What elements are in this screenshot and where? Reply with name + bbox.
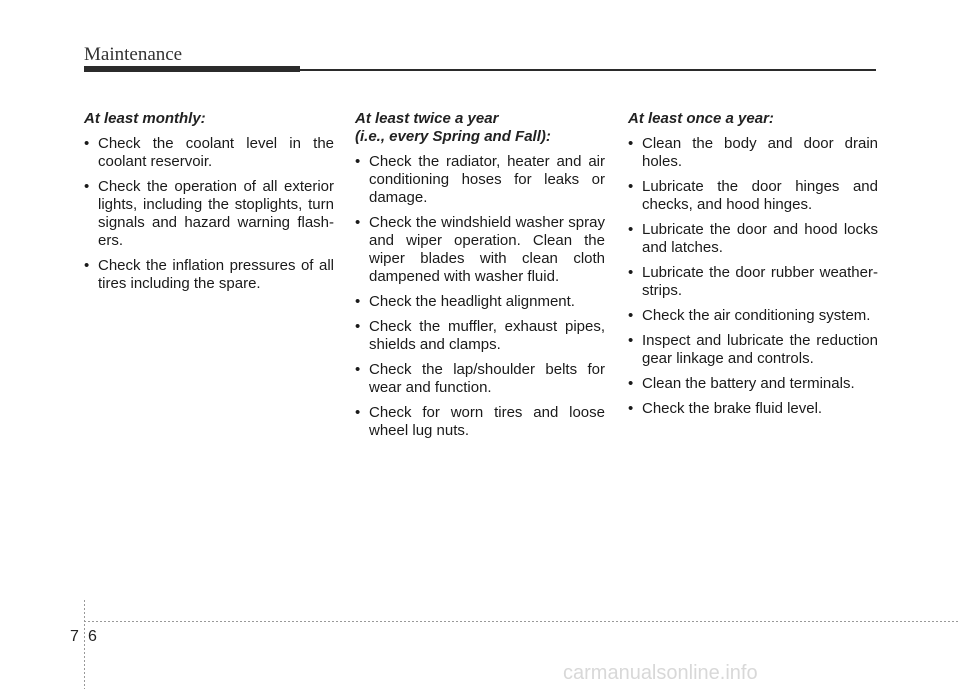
- bullet-icon: •: [628, 264, 634, 281]
- section-heading-twice-yearly: At least twice a year (i.e., every Spring and Fall):: [355, 110, 551, 145]
- bullet-icon: •: [355, 404, 361, 421]
- footer-dotted-divider: [84, 600, 85, 689]
- footer-dotted-rule: [84, 621, 960, 622]
- list-item: • Check the headlight alignment.: [355, 293, 575, 310]
- list-item: • Lubricate the door and hood locks and latches.: [628, 221, 878, 256]
- section-heading-yearly: At least once a year:: [628, 110, 774, 127]
- list-item: • Clean the battery and terminals.: [628, 375, 855, 392]
- list-item: • Check for worn tires and loose wheel lug nuts.: [355, 404, 605, 439]
- column-twice-yearly: [355, 110, 605, 447]
- page-number: 6: [88, 628, 97, 645]
- bullet-icon: •: [84, 178, 90, 195]
- list-item: • Check the windshield washer spray and wiper operation. Clean the wiper blades with clean cloth dampened with washer fluid.: [355, 214, 605, 285]
- list-item: • Check the lap/shoulder belts for wear and function.: [355, 361, 605, 396]
- checklist-yearly: [628, 135, 878, 418]
- column-monthly: [84, 110, 334, 300]
- bullet-icon: •: [355, 153, 361, 170]
- bullet-icon: •: [355, 361, 361, 378]
- list-item: • Lubricate the door hinges and checks, and hood hinges.: [628, 178, 878, 213]
- bullet-icon: •: [628, 135, 634, 152]
- page-header-title: Maintenance: [84, 44, 183, 65]
- bullet-icon: •: [628, 307, 634, 324]
- bullet-icon: •: [84, 257, 90, 274]
- list-item: • Check the radiator, heater and air conditioning hoses for leaks or damage.: [355, 153, 605, 206]
- column-yearly: [628, 110, 878, 425]
- checklist-monthly: [84, 135, 334, 293]
- list-item: • Check the brake fluid level.: [628, 400, 823, 417]
- bullet-icon: •: [628, 400, 634, 417]
- section-heading-monthly: At least monthly:: [84, 110, 206, 127]
- list-item: • Check the operation of all exterior lights, including the stoplights, turn signals and hazard warning flash-ers.: [84, 178, 334, 249]
- list-item: • Inspect and lubricate the reduction gear linkage and controls.: [628, 332, 878, 367]
- watermark: carmanualsonline.info: [563, 662, 758, 684]
- bullet-icon: •: [355, 214, 361, 231]
- bullet-icon: •: [355, 318, 361, 335]
- list-item: • Clean the body and door drain holes.: [628, 135, 878, 170]
- bullet-icon: •: [84, 135, 90, 152]
- header-rule-thin: [300, 69, 876, 71]
- list-item: • Check the air conditioning system.: [628, 307, 871, 324]
- bullet-icon: •: [628, 375, 634, 392]
- bullet-icon: •: [628, 332, 634, 349]
- bullet-icon: •: [628, 221, 634, 238]
- bullet-icon: •: [628, 178, 634, 195]
- header-rule-thick: [84, 66, 300, 72]
- list-item: • Check the inflation pressures of all tires including the spare.: [84, 257, 334, 292]
- list-item: • Lubricate the door rubber weather-strips.: [628, 264, 878, 299]
- list-item: • Check the muffler, exhaust pipes, shields and clamps.: [355, 318, 605, 353]
- checklist-twice-yearly: [355, 153, 605, 440]
- bullet-icon: •: [355, 293, 361, 310]
- list-item: • Check the coolant level in the coolant reservoir.: [84, 135, 334, 170]
- page-chapter-number: 7: [70, 628, 79, 645]
